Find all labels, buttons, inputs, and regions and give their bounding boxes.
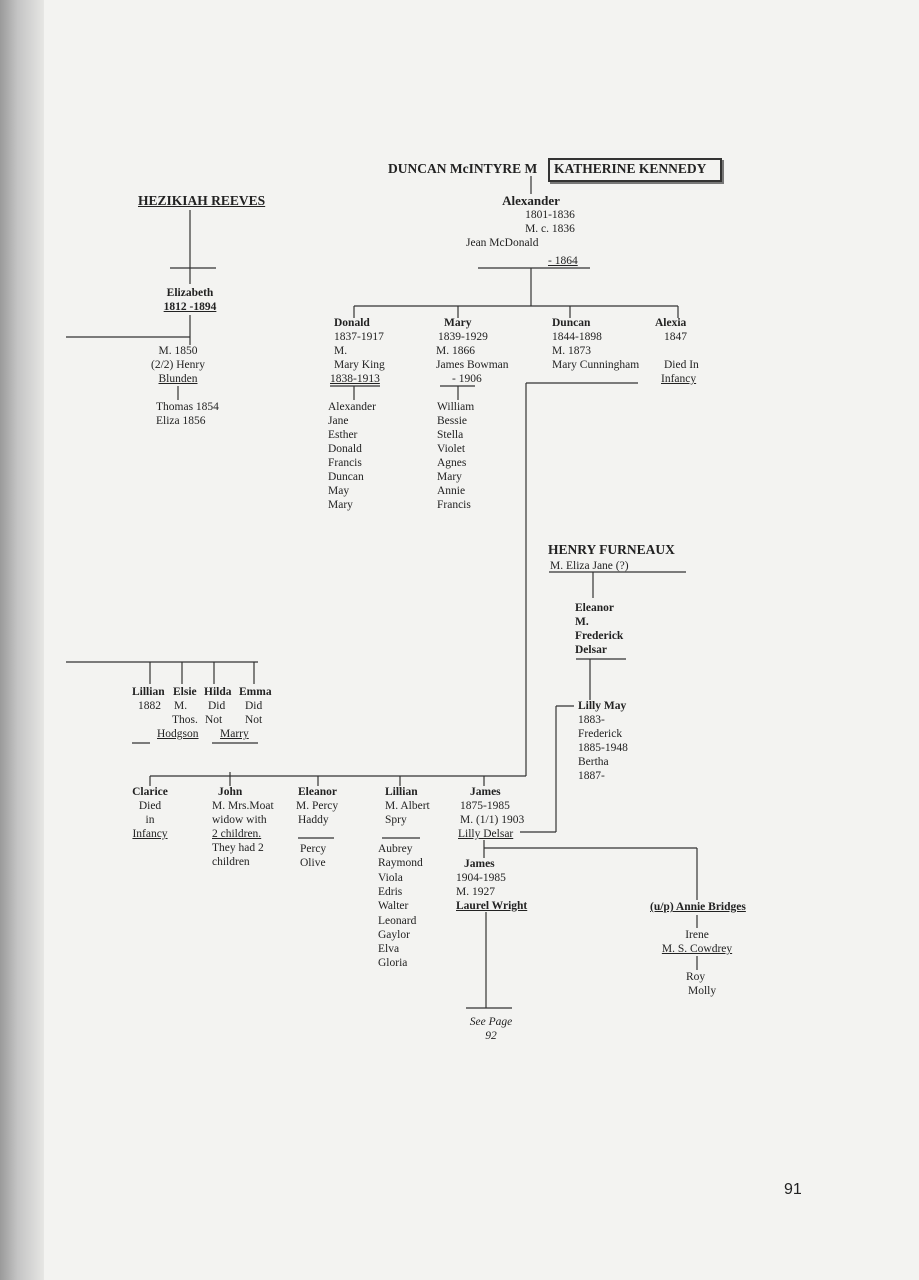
lilly-delsar-name: Lilly Delsar	[458, 828, 514, 840]
donald-child: Jane	[328, 415, 349, 427]
bridges-child: Roy	[686, 971, 706, 983]
sister-name: Emma	[239, 686, 272, 698]
donald-name: Donald	[334, 317, 370, 329]
james-jr-name: James	[464, 858, 495, 870]
reeves-marriage-year: M. 1850	[158, 345, 198, 357]
mary-child: Annie	[437, 485, 466, 497]
mary-child: Mary	[437, 471, 462, 483]
duncan-mcintyre-name: DUNCAN McINTYRE M	[388, 161, 538, 176]
sister-detail: 1882	[138, 700, 161, 712]
john-line: They had 2	[212, 842, 264, 854]
alexia-infancy: Infancy	[661, 373, 697, 385]
donald-line: Mary King	[334, 359, 385, 371]
mary-king-dates: 1838-1913	[330, 373, 380, 385]
sister-detail: Not	[245, 714, 263, 726]
reeves-child: Eliza 1856	[156, 415, 206, 427]
reeves-marriage-henry: (2/2) Henry	[151, 359, 205, 371]
mary-line: M. 1866	[436, 345, 475, 357]
john-children-note: 2 children.	[212, 828, 262, 840]
sister-detail: M.	[174, 700, 188, 712]
reeves-child: Thomas 1854	[156, 401, 219, 413]
sister-detail: Did	[245, 700, 263, 712]
sister-detail: Did	[208, 700, 226, 712]
alexander-name: Alexander	[502, 193, 560, 208]
lillian-child: Aubrey	[378, 843, 413, 855]
annie-bridges-name: (u/p) Annie Bridges	[650, 901, 746, 913]
mary-child: Agnes	[437, 457, 467, 469]
clarice-infancy: Infancy	[132, 828, 168, 840]
irene-name: Irene	[685, 929, 709, 941]
duncan-name: Duncan	[552, 317, 591, 329]
duncan-line: Mary Cunningham	[552, 359, 640, 371]
eleanor-child: Percy	[300, 843, 327, 855]
john-line: M. Mrs.Moat	[212, 800, 274, 812]
henry-furneaux-name: HENRY FURNEAUX	[548, 542, 675, 557]
donald-child: Duncan	[328, 471, 364, 483]
james-jr-line: 1904-1985	[456, 872, 506, 884]
eleanor-furneaux-line: M.	[575, 616, 589, 628]
sister-name: Elsie	[173, 686, 197, 698]
james-line: M. (1/1) 1903	[460, 814, 525, 826]
furneaux-marriage: M. Eliza Jane (?)	[550, 560, 629, 572]
lillian-child: Edris	[378, 885, 403, 898]
john-name: John	[218, 786, 243, 798]
lilly-may-line: Frederick	[578, 728, 623, 740]
see-page-label: See Page	[469, 1016, 513, 1028]
eleanor-furneaux: Eleanor	[575, 602, 614, 614]
laurel-wright-name: Laurel Wright	[456, 900, 528, 912]
duncan-line: M. 1873	[552, 345, 591, 357]
eleanor-line: M. Percy	[296, 800, 339, 812]
elizabeth-name: Elizabeth	[166, 287, 214, 299]
bridges-child: Molly	[688, 985, 717, 997]
james-jr-line: M. 1927	[456, 886, 495, 898]
donald-child: Esther	[328, 429, 358, 441]
lilly-may-line: Lilly May	[578, 700, 627, 712]
see-page-number: 92	[485, 1030, 497, 1042]
lillian-child: Viola	[378, 871, 403, 884]
donald-child: Mary	[328, 499, 353, 511]
hezikiah-reeves-name: HEZIKIAH REEVES	[138, 193, 266, 208]
sister-detail: Not	[205, 714, 223, 726]
alexia-line: 1847	[664, 331, 687, 343]
john-line: widow with	[212, 814, 267, 826]
jean-death: - 1864	[548, 255, 578, 267]
lillian-line: M. Albert	[385, 800, 430, 812]
lilly-may-line: Bertha	[578, 756, 609, 768]
lilly-may-line: 1887-	[578, 770, 605, 782]
duncan-line: 1844-1898	[552, 331, 602, 343]
alexander-dates: 1801-1836	[525, 209, 575, 221]
mary-name: Mary	[444, 317, 472, 329]
sister-name: Lillian	[132, 686, 165, 698]
donald-child: Alexander	[328, 401, 376, 413]
clarice-name: Clarice	[132, 786, 168, 798]
page-number: 91	[784, 1181, 802, 1198]
donald-line: 1837-1917	[334, 331, 384, 343]
lillian-child: Gloria	[378, 957, 408, 970]
james-line: 1875-1985	[460, 800, 510, 812]
lillian-child: Raymond	[378, 857, 423, 870]
eleanor-child: Olive	[300, 857, 326, 869]
lilly-may-line: 1883-	[578, 714, 605, 726]
delsar-name: Delsar	[575, 644, 607, 656]
mary-child: Stella	[437, 429, 464, 441]
marry-word: Marry	[220, 728, 249, 740]
lillian-line: Spry	[385, 814, 407, 826]
mary-line: James Bowman	[436, 359, 509, 371]
eleanor-line: Haddy	[298, 814, 329, 826]
sister-name: Hilda	[204, 686, 232, 698]
jean-mcdonald-name: Jean McDonald	[466, 237, 539, 249]
mary-child: William	[437, 401, 475, 413]
john-line: children	[212, 856, 250, 868]
eleanor-furneaux-line: Frederick	[575, 630, 624, 642]
lillian-child: Walter	[378, 900, 409, 913]
clarice-line: Died	[138, 800, 162, 812]
clarice-line: in	[145, 814, 155, 826]
hodgson-name: Hodgson	[157, 728, 199, 740]
donald-child: Donald	[328, 443, 362, 455]
katherine-kennedy-name: KATHERINE KENNEDY	[554, 161, 707, 176]
mary-line: 1839-1929	[438, 331, 488, 343]
mary-child: Bessie	[437, 415, 468, 427]
alexia-name: Alexia	[655, 317, 687, 329]
blunden-name: Blunden	[158, 373, 198, 385]
lillian-name: Lillian	[385, 786, 418, 798]
james-bowman-death: - 1906	[452, 373, 482, 385]
sister-detail: Thos.	[172, 714, 198, 726]
james-name: James	[470, 786, 501, 798]
alexia-line: Died In	[664, 359, 699, 371]
donald-child: May	[328, 485, 350, 497]
lillian-child: Leonard	[378, 914, 417, 927]
cowdrey-name: M. S. Cowdrey	[661, 943, 733, 955]
mary-child: Francis	[437, 499, 471, 511]
donald-line: M.	[334, 345, 348, 357]
lillian-child: Gaylor	[378, 928, 410, 941]
lillian-child: Elva	[378, 943, 400, 956]
mary-child: Violet	[437, 443, 466, 455]
eleanor-name: Eleanor	[298, 786, 337, 798]
donald-child: Francis	[328, 457, 362, 469]
lilly-may-line: 1885-1948	[578, 742, 628, 754]
elizabeth-dates: 1812 -1894	[163, 301, 217, 313]
alexander-marriage: M. c. 1836	[525, 223, 575, 235]
